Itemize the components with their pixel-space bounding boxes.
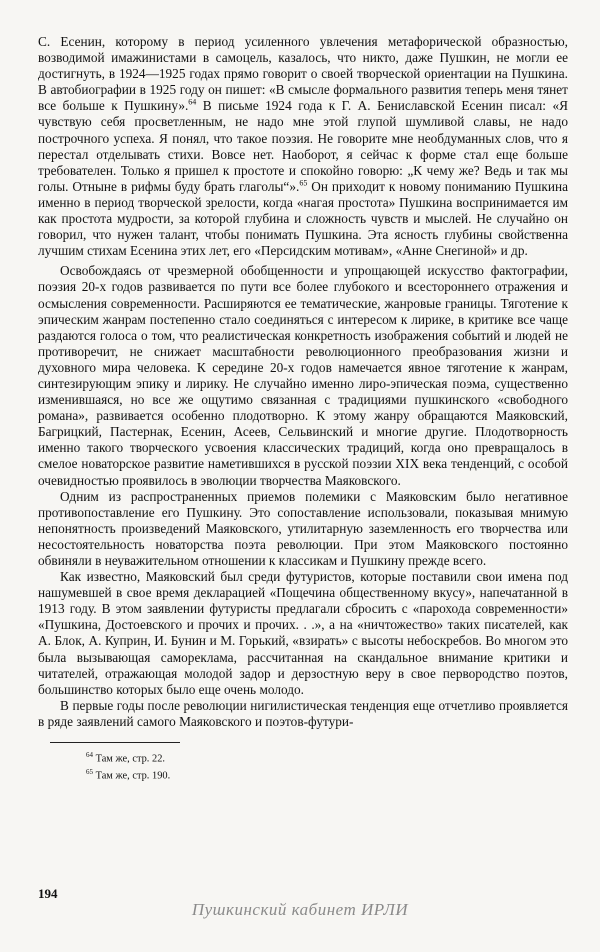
page-number: 194	[38, 886, 58, 901]
footnote-divider	[50, 742, 180, 743]
paragraph-nihilism: В первые годы после революции нигилистическая тенденция еще отчетливо проявляется в ряде заявлений самого Маяковского и поэтов-футури-	[38, 697, 568, 729]
footnote-text: Там же, стр. 22.	[95, 753, 165, 765]
paragraph-esenin	[38, 34, 568, 259]
paragraph-polemics: Одним из распространенных приемов полемики с Маяковским было негативное противопоставление его Пушкину. Это сопоставление использовали, показывая мнимую непонятность произведений Маяковского, утилитарную заземленность его творчества или несостоятельность новаторства поэта революции. При этом Маяковского постоянно обвиняли в неуважительном отношении к классикам и Пушкину прежде всего.	[38, 488, 568, 568]
footnote-64	[86, 749, 568, 766]
footnote-ref-65[interactable]: 65	[299, 178, 308, 188]
footnote-text: Там же, стр. 190.	[95, 770, 171, 782]
paragraph-futurists: Как известно, Маяковский был среди футуристов, которые поставили свои имена под нашумевшей в свое время декларацией «Пощечина общественному вкусу», напечатанной в 1913 году. В этом заявлении футуристы предлагали сбросить с «парохода современности» «Пушкина, Достоевского и прочих и прочих. . .», а на «ничтожество» таких писателей, как А. Блок, А. Куприн, И. Бунин и М. Горький, «взирать» с высоты небоскребов. Во многом это была вызывающая самореклама, рассчитанная на скандальное внимание критики и читателей, отражающая молодой задор и дерзостную веру в свое первородство поэтов, большинство которых было еще очень молодо.	[38, 569, 568, 697]
footnote-number: 64	[86, 751, 93, 760]
footnote-65	[86, 766, 568, 783]
footnote-ref-64[interactable]: 64	[188, 97, 197, 107]
paragraph-esenin-part-a: С. Есенин, которому в период усиленного увлечения метафорической образностью, возводимой имажинистами в самоцель, казалось, что никто, даже Пушкин, не могли ее достигнуть, в 1924—1925 годах прямо говорит о своей творческой ориентации на Пушкина. В автобиографии в 1925 году он пишет: «В смысле формального развития теперь меня тянет все больше к Пушкину».	[38, 34, 568, 114]
paragraph-poetry-20s: Освобождаясь от чрезмерной обобщенности и упрощающей искусство фактографии, поэзия 20-х годов развивается по пути все более глубокого и всестороннего отражения и осмысления современности. Расширяются ее тематические, жанровые границы. Тяготение к эпическим жанрам постепенно стало соединяться с интересом к лирике, в критике все чаще раздаются голоса о том, что реалистическая конкретность изображения событий и людей не противоречит, не снижает масштабности революционного преобразования жизни и духовного мира человека. К середине 20-х годов намечается явное тяготение к жанрам, синтезирующим эпику и лирику. Не случайно именно лиро-эпическая поэма, существенно изменившаяся, но все же ощутимо связанная с традициями пушкинского «свободного романа», развивается особенно плодотворно. К этому жанру обращаются Маяковский, Багрицкий, Пастернак, Есенин, Асеев, Сельвинский и многие другие. Плодотворность именно такого творческого усвоения классических традиций, когда оно превращалось в смелое новаторское развитие наметившихся в русской поэзии XIX века тенденций, с особой очевидностью проявилось в эволюции творчества Маяковского.	[38, 263, 568, 488]
footnotes	[86, 749, 568, 783]
paragraph-esenin-part-b: В письме 1924 года к Г. А. Бениславской Есенин писал: «Я чувствую себя просветленным, не надо мне этой глупой шумливой славы, не надо построчного успеха. Я понял, что такое поэзия. Не говорите мне необдуманных слов, что я перестал отделывать стихи. Вовсе нет. Наоборот, я сейчас к форме стал еще больше требователен. Только я пришел к простоте и спокойно говорю: „К чему же? Ведь и так мы голы. Отныне в рифмы буду брать глаголы“».	[38, 98, 568, 194]
footnote-number: 65	[86, 768, 93, 776]
library-watermark: Пушкинский кабинет ИРЛИ	[191, 900, 409, 919]
page-body	[38, 34, 568, 783]
paragraph-esenin-part-c: Он приходит к новому пониманию Пушкина именно в период творческой зрелости, когда «нагая простота» Пушкина воспринимается им как простота мудрости, за которой глубина и сложность чувств и мыслей. Не случайно он говорил, что нужен талант, чтобы понимать Пушкина. Эта ясность глубины свойственна лучшим стихам Есенина этих лет, его «Персидским мотивам», «Анне Снегиной» и др.	[38, 178, 568, 259]
